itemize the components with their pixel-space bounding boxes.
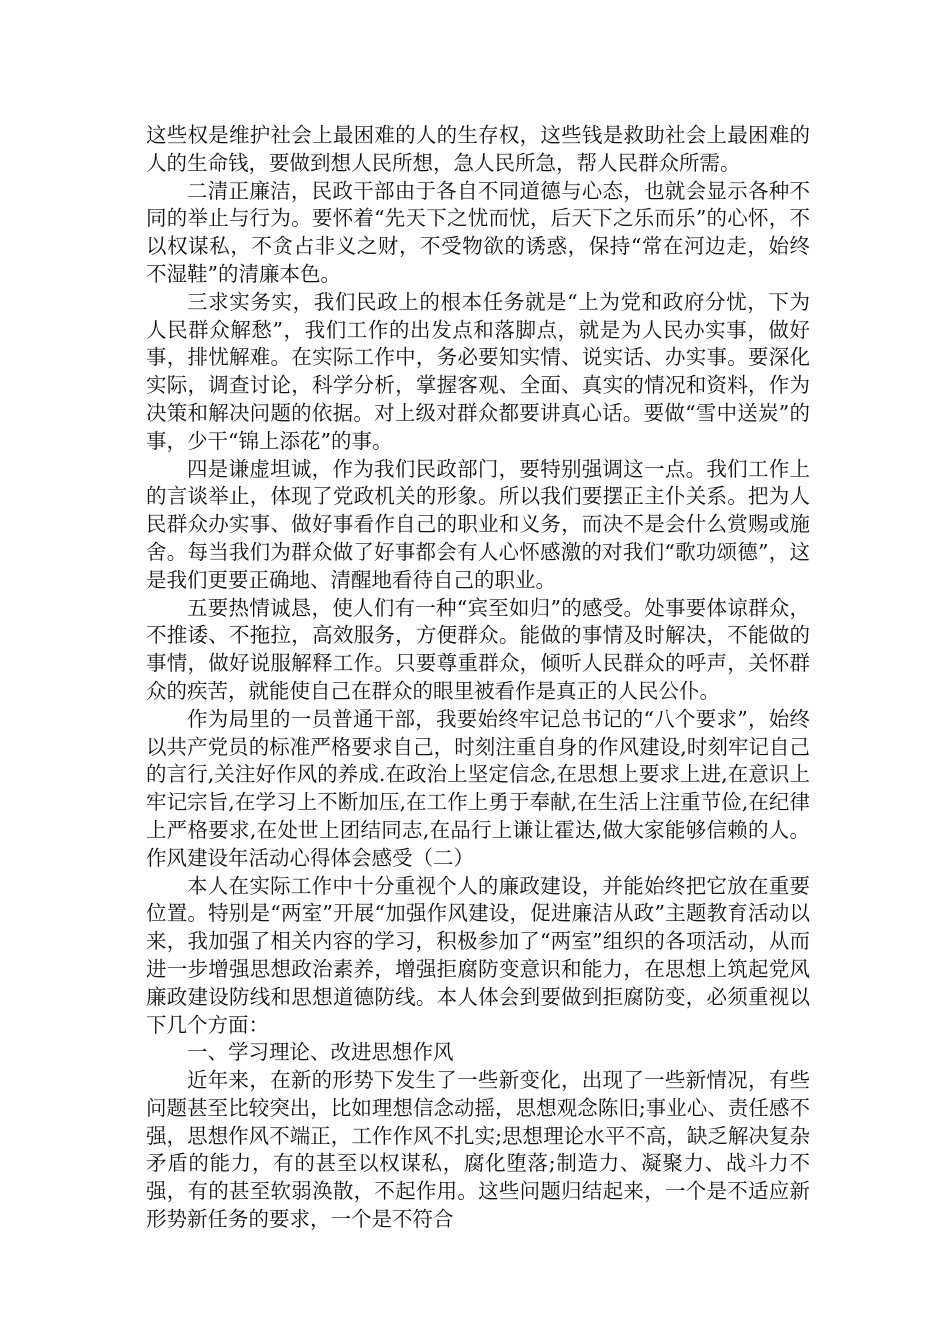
paragraph-cadre-commitment: 作为局里的一员普通干部，我要始终牢记总书记的“八个要求”，始终以共产党员的标准严格要求自己，时刻注重自身的作风建设,时刻牢记自己的言行,关注好作风的养成.在政治上坚定信念,在思想上要求上进,在意识上牢记宗旨,在学习上不断加压,在工作上勇于奉献,在生活上注重节俭,在纪律上严格要求,在处世上团结同志,在品行上谦让霍达,做大家能够信赖的人。作风建设年活动心得体会感受（二） bbox=[146, 706, 810, 870]
paragraph-integrity-building: 本人在实际工作中十分重视个人的廉政建设，并能始终把它放在重要位置。特别是“两室”开展“加强作风建设，促进廉洁从政”主题教育活动以来，我加强了相关内容的学习，积极参加了“两室”组织的各项活动，从而进一步增强思想政治素养，增强拒腐防变意识和能力，在思想上筑起党风廉政建设防线和思想道德防线。本人体会到要做到拒腐防变，必须重视以下几个方面： bbox=[146, 873, 810, 1037]
paragraph-seek-truth: 三求实务实，我们民政上的根本任务就是“上为党和政府分忧，下为人民群众解愁”，我们工作的出发点和落脚点，就是为人民办实事，做好事，排忧解难。在实际工作中，务必要知实情、说实话、办实事。要深化实际，调查讨论，科学分析，掌握客观、全面、真实的情况和资料，作为决策和解决问题的依据。对上级对群众都要讲真心话。要做“雪中送炭”的事，少干“锦上添花”的事。 bbox=[146, 289, 810, 453]
document-body bbox=[146, 122, 810, 1234]
paragraph-modest-sincere: 四是谦虚坦诚，作为我们民政部门，要特别强调这一点。我们工作上的言谈举止，体现了党政机关的形象。所以我们要摆正主仆关系。把为人民群众办实事、做好事看作自己的职业和义务，而决不是会什么赏赐或施舍。每当我们为群众做了好事都会有人心怀感激的对我们“歌功颂德”，这是我们更要正确地、清醒地看待自己的职业。 bbox=[146, 456, 810, 592]
paragraph-warm-sincere: 五要热情诚恳，使人们有一种“宾至如归”的感受。处事要体谅群众，不推诿、不拖拉，高效服务，方便群众。能做的事情及时解决，不能做的事情，做好说服解释工作。只要尊重群众，倾听人民群众的呼声，关怀群众的疾苦，就能使自己在群众的眼里被看作是真正的人民公仆。 bbox=[146, 595, 810, 703]
section-heading-study-theory: 一、学习理论、改进思想作风 bbox=[187, 1040, 454, 1065]
paragraph-recent-years: 近年来，在新的形势下发生了一些新变化，出现了一些新情况，有些问题甚至比较突出，比如理想信念动摇，思想观念陈旧;事业心、责任感不强，思想作风不端正，工作作风不扎实;思想理论水平不高，缺乏解决复杂矛盾的能力，有的甚至以权谋私，腐化堕落;制造力、凝聚力、战斗力不强，有的甚至软弱涣散，不起作用。这些问题归结起来，一个是不适应新形势新任务的要求，一个是不符合 bbox=[146, 1068, 810, 1232]
paragraph-clean-honest: 二清正廉洁，民政干部由于各自不同道德与心态，也就会显示各种不同的举止与行为。要怀着“先天下之忧而忧，后天下之乐而乐”的心怀，不以权谋私，不贪占非义之财，不受物欲的诱惑，保持“常在河边走，始终不湿鞋”的清廉本色。 bbox=[146, 178, 810, 286]
paragraph-continuation: 这些权是维护社会上最困难的人的生存权，这些钱是救助社会上最困难的人的生命钱，要做到想人民所想，急人民所急，帮人民群众所需。 bbox=[146, 123, 810, 175]
